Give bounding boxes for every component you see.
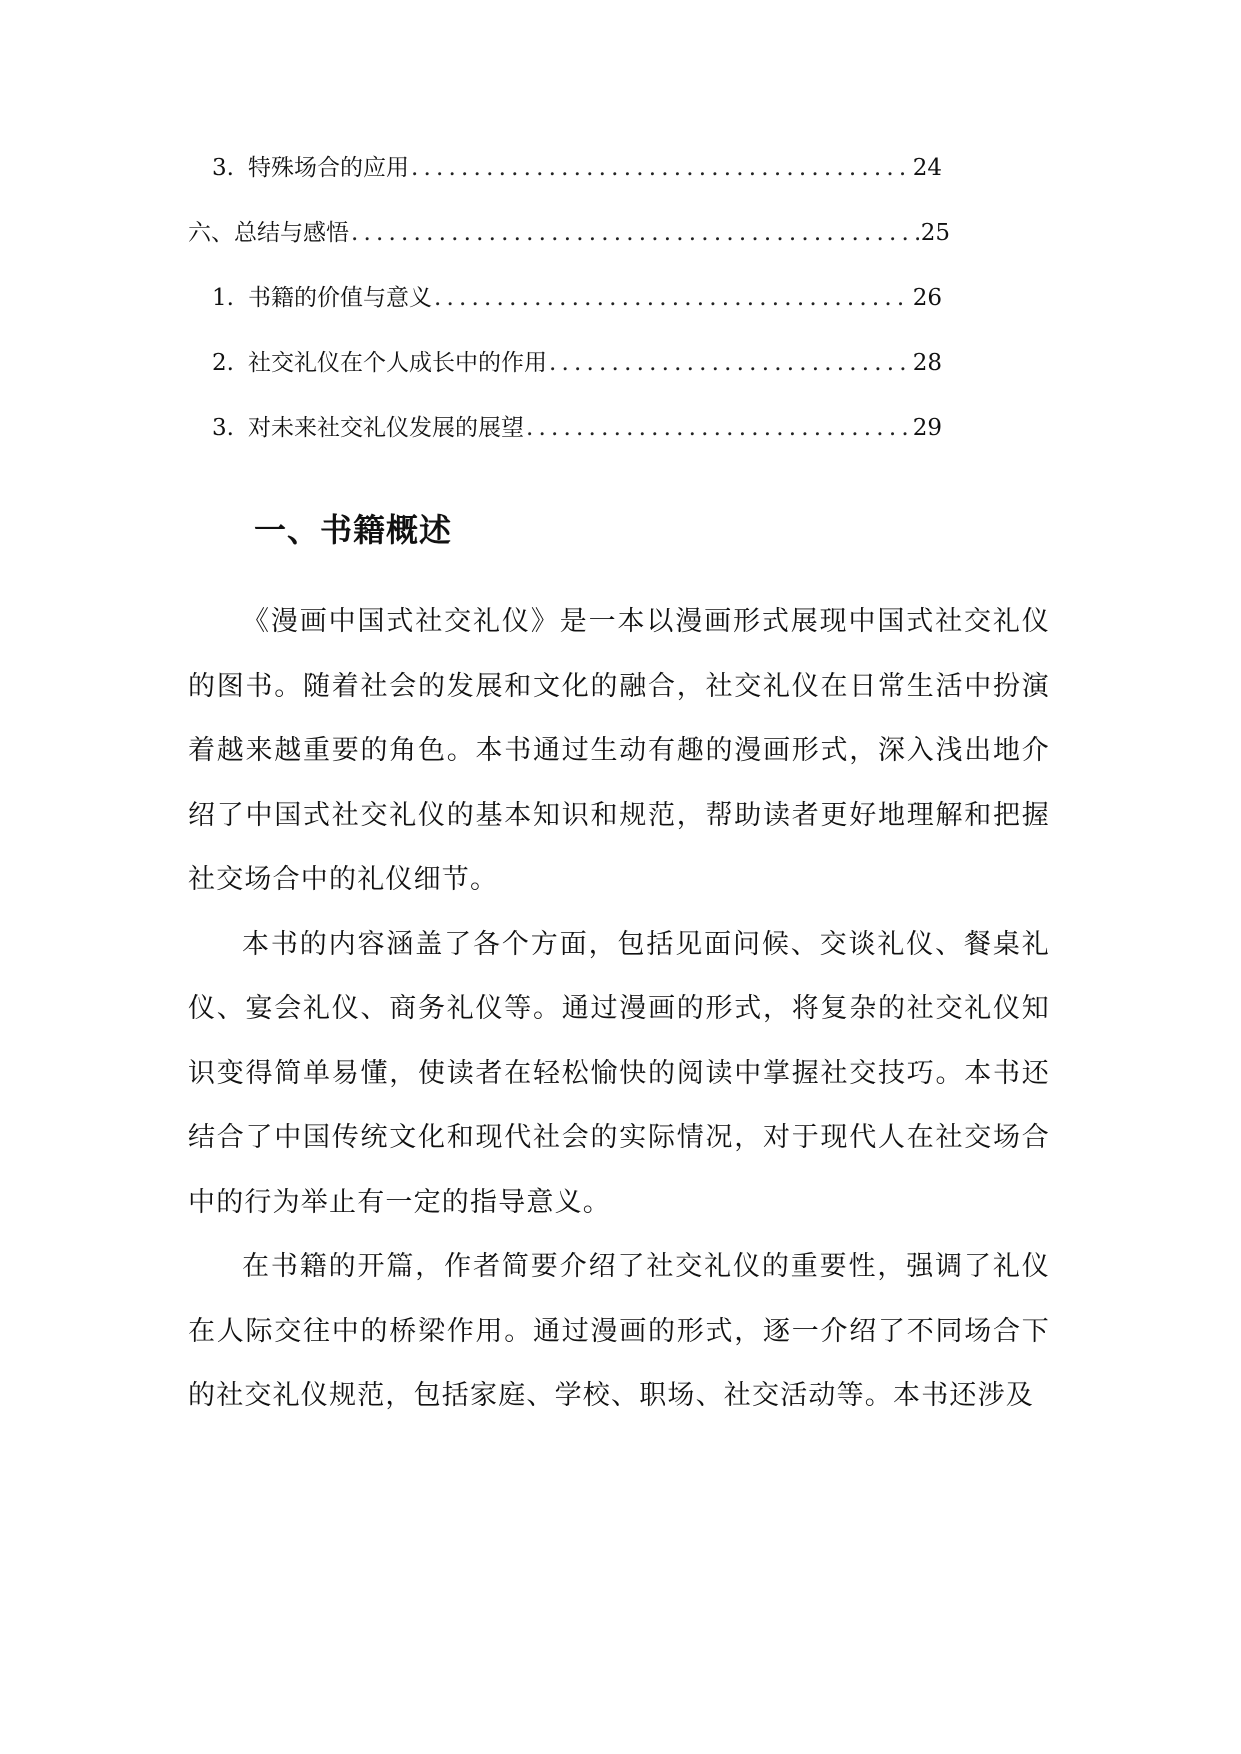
toc-entry[interactable] [212,278,942,318]
toc-entry[interactable] [212,343,942,383]
toc-entry-label: 特殊场合的应用 [248,155,409,181]
toc-entry-number: 1. [212,285,234,311]
toc-leader-dots [411,148,911,188]
toc-entry-label: 对未来社交礼仪发展的展望 [248,415,524,441]
section-body [188,590,1050,1429]
toc-entry-number: 3. [212,155,234,181]
toc-leader-dots [351,213,919,253]
body-paragraph: 在书籍的开篇，作者简要介绍了社交礼仪的重要性，强调了礼仪在人际交往中的桥梁作用。通过漫画的形式，逐一介绍了不同场合下的社交礼仪规范，包括家庭、学校、职场、社交活动等。本书还涉及 [188,1251,1050,1411]
toc-entry-page: 28 [912,350,942,376]
toc-entry[interactable] [212,148,942,188]
toc-leader-dots [526,408,911,448]
toc-entry[interactable] [188,213,950,253]
toc-entry-page: 24 [912,155,942,181]
toc-entry-label: 书籍的价值与意义 [248,285,432,311]
toc-entry[interactable] [212,408,942,448]
toc-entry-page: 29 [912,415,942,441]
toc-entry-page: 26 [912,285,942,311]
toc-entry-page: 25 [920,220,950,246]
toc-entry-label: 社交礼仪在个人成长中的作用 [248,350,547,376]
toc-entry-number: 3. [212,415,234,441]
toc-leader-dots [434,278,911,318]
body-paragraph: 《漫画中国式社交礼仪》是一本以漫画形式展现中国式社交礼仪的图书。随着社会的发展和文化的融合，社交礼仪在日常生活中扮演着越来越重要的角色。本书通过生动有趣的漫画形式，深入浅出地介绍了中国式社交礼仪的基本知识和规范，帮助读者更好地理解和把握社交场合中的礼仪细节。 [188,606,1050,895]
toc-leader-dots [549,343,911,383]
toc-entry-number: 2. [212,350,234,376]
section-heading: 一、书籍概述 [254,511,453,549]
body-paragraph: 本书的内容涵盖了各个方面，包括见面问候、交谈礼仪、餐桌礼仪、宴会礼仪、商务礼仪等。通过漫画的形式，将复杂的社交礼仪知识变得简单易懂，使读者在轻松愉快的阅读中掌握社交技巧。本书还结合了中国传统文化和现代社会的实际情况，对于现代人在社交场合中的行为举止有一定的指导意义。 [188,928,1050,1218]
toc-entry-label: 六、总结与感悟 [188,220,349,246]
